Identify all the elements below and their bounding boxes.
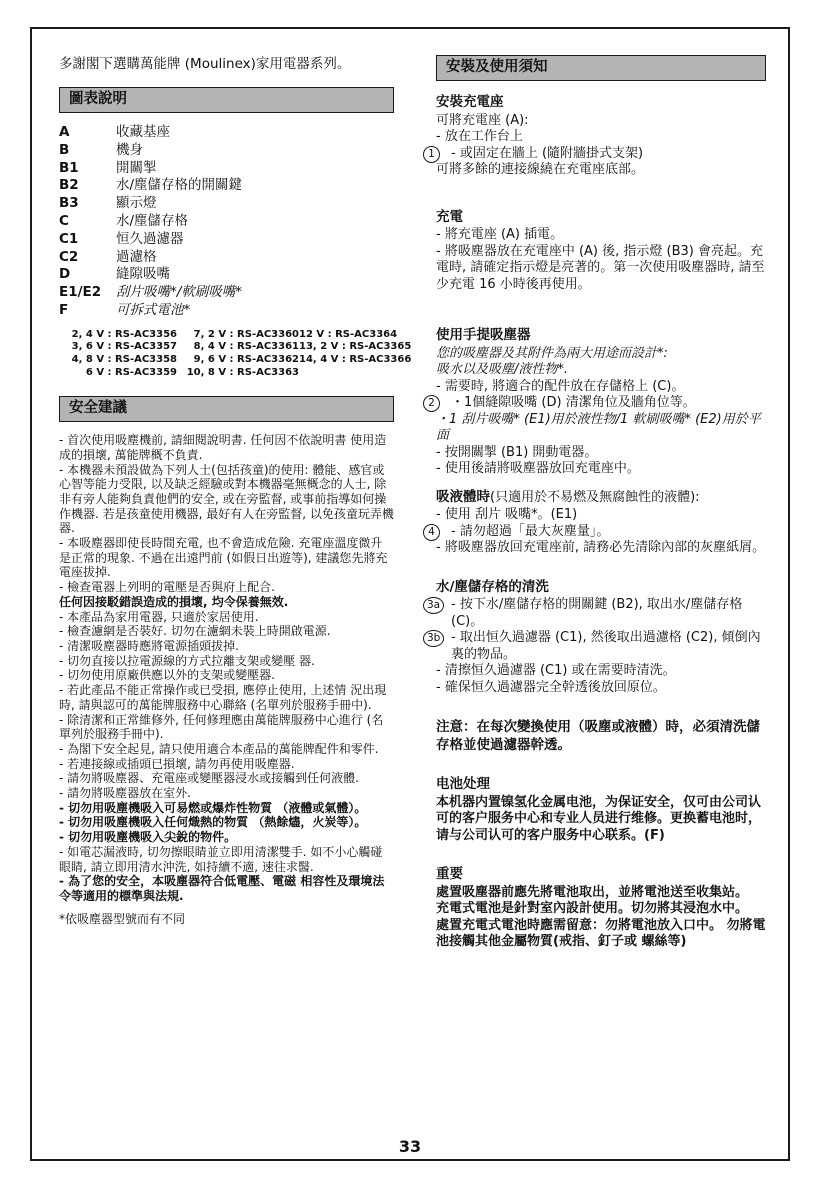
safety-item: - 檢查電器上列明的電壓是否與府上配合. bbox=[59, 580, 275, 595]
battery-model-table bbox=[59, 328, 412, 379]
diagram-item bbox=[59, 213, 394, 231]
diagram-label: 開關掣 bbox=[116, 159, 157, 176]
battery-cell: 12 V : RS-AC3364 bbox=[299, 328, 398, 340]
body-line-text: ・1個縫隙吸嘴 (D) 清潔角位及牆角位等。 bbox=[451, 395, 696, 410]
safety-item: - 請勿將吸塵器、充電座或變壓器浸水或接觸到任何液體. bbox=[59, 771, 359, 786]
body-line: - 放在工作台上 bbox=[436, 129, 523, 144]
safety-item: - 檢查濾網是否裝好. 切勿在濾網未裝上時開啟電源. bbox=[59, 624, 331, 639]
section-heading: 安裝充電座 bbox=[436, 94, 504, 110]
battery-cell: 6 V : RS-AC3359 bbox=[85, 366, 177, 378]
safety-item: - 為了您的安全，本吸塵器符合低電壓、電磁 相容性及環境法令等適用的標準與法規. bbox=[59, 874, 385, 903]
diagram-key: B3 bbox=[59, 195, 79, 212]
note-text: 注意：在每次變換使用（吸塵或液體）時，必須清洗儲存格並使過濾器幹透。 bbox=[436, 719, 760, 753]
diagram-label: 過濾格 bbox=[116, 248, 157, 265]
body-line bbox=[428, 523, 766, 541]
diagram-item bbox=[59, 266, 394, 284]
battery-cell: 3, 6 V : RS-AC3357 bbox=[71, 341, 177, 353]
battery-cell: 14, 4 V : RS-AC3366 bbox=[299, 353, 412, 365]
usage-header bbox=[436, 55, 766, 81]
diagram-key: B1 bbox=[59, 159, 79, 176]
safety-item: - 除清潔和正常維修外, 任何修理應由萬能牌服務中心進行 (名單列於服務手冊中). bbox=[59, 712, 384, 742]
usage-section-liquids bbox=[428, 488, 766, 557]
usage-section-container-cleaning bbox=[427, 578, 766, 697]
battery-cell: 7, 2 V : RS-AC3360 bbox=[193, 328, 299, 340]
body-line bbox=[427, 597, 766, 630]
safety-item: - 本機器未預設做為下列人士(包括孩童)的使用: 體能、感官或心智等能力受限, 以及缺乏經驗或對本機器毫無概念的人士, 除非有旁人能夠負責他們的安全, 或在旁監督, 或事前指導如何操作機器. 若是孩童使用機器, 最好有人在旁監督, 以免孩童玩弄機器. bbox=[59, 462, 394, 536]
left-column bbox=[59, 55, 412, 951]
diagram-key: A bbox=[59, 124, 70, 140]
body-line: 吸水以及吸塵/液性物*. bbox=[436, 362, 569, 377]
usage-section-install-charger bbox=[428, 94, 766, 179]
battery-row bbox=[59, 353, 412, 367]
two-column-layout bbox=[59, 55, 768, 951]
usage-section-important bbox=[436, 866, 766, 951]
safety-item: - 切勿直接以拉電源線的方式拉離支架或變壓 器. bbox=[59, 653, 315, 668]
diagram-key: C1 bbox=[59, 230, 79, 247]
diagram-key: C2 bbox=[59, 248, 79, 265]
page-border-frame bbox=[30, 27, 790, 1161]
intro-text: 多謝閣下選購萬能牌 (Moulinex)家用電器系列。 bbox=[59, 56, 351, 72]
diagram-item bbox=[59, 302, 394, 320]
body-line: 您的吸塵器及其附件為兩大用途而設計*: bbox=[436, 345, 668, 361]
diagram-item bbox=[59, 142, 394, 160]
diagram-label: 刮片吸嘴*/軟刷吸嘴* bbox=[116, 284, 243, 301]
diagram-key: D bbox=[59, 266, 71, 283]
diagram-item bbox=[59, 249, 394, 267]
section-heading: 水/塵儲存格的清洗 bbox=[436, 578, 549, 595]
safety-header bbox=[59, 396, 394, 422]
diagram-item bbox=[59, 284, 394, 302]
section-heading: 电池处理 bbox=[436, 776, 490, 792]
section-heading: 充電 bbox=[436, 208, 463, 225]
diagram-legend-title: 圖表說明 bbox=[69, 91, 127, 107]
safety-item: 任何因接駁錯誤造成的損壞, 均令保養無效. bbox=[59, 594, 289, 609]
diagram-label: 顯示燈 bbox=[116, 195, 157, 212]
diagram-item bbox=[59, 195, 394, 213]
body-line-text: - 或固定在牆上 (隨附牆掛式支架) bbox=[451, 145, 644, 161]
section-heading-suffix: (只適用於不易燃及無腐蝕性的液體): bbox=[490, 489, 700, 505]
body-line: - 按開關掣 (B1) 開動電器。 bbox=[436, 444, 598, 460]
battery-cell: 2, 4 V : RS-AC3356 bbox=[71, 328, 177, 340]
step-3b-marker: 3b bbox=[423, 630, 444, 647]
safety-item: - 首次使用吸塵機前, 請細閱說明書. 任何因不依說明書 使用造成的損壞, 萬能牌概不負責. bbox=[59, 433, 387, 462]
body-line: - 使用後請將吸塵器放回充電座中。 bbox=[436, 461, 640, 476]
step-3a-marker: 3a bbox=[423, 597, 444, 614]
diagram-key: B bbox=[59, 141, 70, 158]
body-line: 可將多餘的連接線繞在充電座底部。 bbox=[436, 162, 645, 177]
footnote: *依吸塵器型號而有不同 bbox=[59, 911, 186, 926]
safety-item: - 如電芯漏液時, 切勿擦眼睛並立即用清潔雙手. 如不小心觸碰眼睛, 請立即用清水沖洗, 如持續不適, 速往求醫. bbox=[59, 844, 383, 874]
body-line: 處置吸塵器前應先將電池取出，並將電池送至收集站。 bbox=[436, 884, 749, 900]
safety-title: 安全建議 bbox=[69, 400, 127, 417]
battery-row bbox=[59, 328, 398, 342]
safety-item: - 切勿用吸塵機吸入尖銳的物件。 bbox=[59, 830, 237, 845]
safety-item: - 切勿用吸塵機吸入可易燃或爆炸性物質 （液體或氣體）。 bbox=[59, 800, 367, 815]
body-line: - 將充電座 (A) 插電。 bbox=[436, 227, 564, 242]
diagram-label: 機身 bbox=[116, 141, 143, 158]
body-line: - 確保恒久過濾器完全幹透後放回原位。 bbox=[436, 679, 666, 695]
diagram-label: 水/塵儲存格 bbox=[116, 212, 189, 229]
body-line bbox=[427, 630, 766, 663]
step-4-marker: 4 bbox=[423, 524, 440, 541]
diagram-key: B2 bbox=[59, 177, 79, 194]
safety-item: - 切勿用吸塵機吸入任何熾熱的物質 （熱餘燼，火炭等）。 bbox=[59, 815, 367, 830]
safety-item: - 若此產品不能正常操作或已受損, 應停止使用, 上述情 況出現時, 請與認可的萬能牌服務中心聯絡 (名單列於服務手冊中). bbox=[59, 683, 387, 712]
diagram-key: F bbox=[59, 301, 69, 318]
diagram-legend-header bbox=[59, 87, 394, 113]
safety-item: - 本吸塵器即使長時間充電, 也不會造成危險. 充電座溫度微升是正常的現象. 不過在出遠門前 (如假日出遊等), 建議您先將充電座拔掉. bbox=[59, 536, 388, 580]
battery-cell bbox=[299, 367, 389, 380]
diagram-key: E1/E2 bbox=[59, 284, 102, 301]
safety-item: - 請勿將吸塵器放在室外. bbox=[59, 786, 191, 801]
safety-list bbox=[59, 433, 394, 904]
diagram-key: C bbox=[59, 212, 69, 229]
body-line: 本机器内置镍氢化金属电池，为保证安全，仅可由公司认可的客户服务中心和专业人员进行维修。更换蓄电池时，请与公司认可的客户服务中心联系。(F) bbox=[436, 794, 762, 843]
battery-cell: 4, 8 V : RS-AC3358 bbox=[71, 353, 177, 365]
diagram-item bbox=[59, 160, 394, 178]
safety-item: - 清潔吸塵器時應將電源插頭拔掉. bbox=[59, 638, 239, 653]
usage-title: 安裝及使用須知 bbox=[446, 59, 548, 75]
step-1-marker: 1 bbox=[423, 146, 440, 163]
diagram-label: 收藏基座 bbox=[116, 124, 170, 140]
right-column bbox=[427, 55, 766, 951]
body-line: - 將吸塵器放回充電座前, 請務必先清除內部的灰塵紙屑。 bbox=[436, 540, 766, 555]
step-2-marker: 2 bbox=[423, 395, 440, 412]
battery-cell: 10, 8 V : RS-AC3363 bbox=[186, 366, 299, 378]
body-line: ・1 刮片吸嘴* (E1)用於液性物/1 軟刷吸嘴* (E2)用於平面 bbox=[436, 411, 761, 443]
usage-section-handheld bbox=[428, 327, 766, 478]
section-heading bbox=[436, 489, 766, 507]
safety-item: - 本產品為家用電器, 只適於家居使用. bbox=[59, 609, 259, 624]
section-heading: 使用手提吸塵器 bbox=[436, 327, 531, 343]
battery-row bbox=[59, 367, 394, 380]
body-line-text: - 按下水/塵儲存格的開關鍵 (B2), 取出水/塵儲存格 (C)。 bbox=[451, 597, 743, 629]
diagram-label: 恒久過濾器 bbox=[116, 230, 184, 247]
body-line: - 需要時, 將適合的配件放在存儲格上 (C)。 bbox=[436, 378, 685, 394]
diagram-item bbox=[59, 177, 394, 195]
safety-item: - 切勿使用原廠供應以外的支架或變壓器. bbox=[59, 668, 275, 683]
body-line: - 將吸塵器放在充電座中 (A) 後, 指示燈 (B3) 會亮起。充電時, 請確定指示燈是亮著的。第一次使用吸塵器時, 請至少充電 16 小時後再使用。 bbox=[436, 243, 765, 292]
battery-cell: 8, 4 V : RS-AC3361 bbox=[193, 341, 299, 353]
section-heading: 重要 bbox=[436, 866, 463, 882]
body-line bbox=[428, 145, 766, 163]
usage-section-battery-handling bbox=[436, 776, 766, 844]
battery-cell: 13, 2 V : RS-AC3365 bbox=[299, 341, 412, 353]
body-line: - 使用 刮片 吸嘴*。(E1) bbox=[436, 507, 578, 522]
body-line-text: - 請勿超過「最大灰塵量」。 bbox=[451, 523, 610, 539]
battery-cell: 9, 6 V : RS-AC3362 bbox=[193, 353, 299, 365]
diagram-legend bbox=[59, 124, 394, 320]
body-line-text: - 取出恒久過濾器 (C1), 然後取出過濾格 (C2), 傾倒內裏的物品。 bbox=[451, 630, 761, 662]
body-line bbox=[428, 395, 766, 412]
diagram-item bbox=[59, 231, 394, 249]
section-heading-bold: 吸液體時 bbox=[436, 488, 490, 505]
diagram-item bbox=[59, 124, 394, 142]
battery-row bbox=[59, 341, 412, 354]
safety-item: - 若連接線或插頭已損壞, 請勿再使用吸塵器. bbox=[59, 756, 295, 771]
diagram-label: 縫隙吸嘴 bbox=[116, 266, 170, 283]
body-line: - 清擦恒久過濾器 (C1) 或在需要時清洗。 bbox=[436, 663, 676, 678]
safety-item: - 為閣下安全起見, 請只使用適合本產品的萬能牌配件和零件. bbox=[59, 741, 379, 756]
page-number: 33 bbox=[398, 1137, 422, 1156]
body-line: 充電式電池是針對室內設計使用。切勿將其浸泡水中。 bbox=[436, 901, 749, 916]
usage-section-charging bbox=[436, 209, 766, 294]
body-line: 可將充電座 (A): bbox=[436, 112, 529, 128]
usage-note bbox=[436, 718, 766, 754]
diagram-label: 可拆式電池* bbox=[116, 301, 191, 318]
diagram-label: 水/塵儲存格的開關鍵 bbox=[116, 177, 243, 194]
body-line: 處置充電式電池時應需留意：勿將電池放入口中。 勿將電池接觸其他金屬物質(戒指、釘子或 螺絲等) bbox=[436, 917, 766, 949]
